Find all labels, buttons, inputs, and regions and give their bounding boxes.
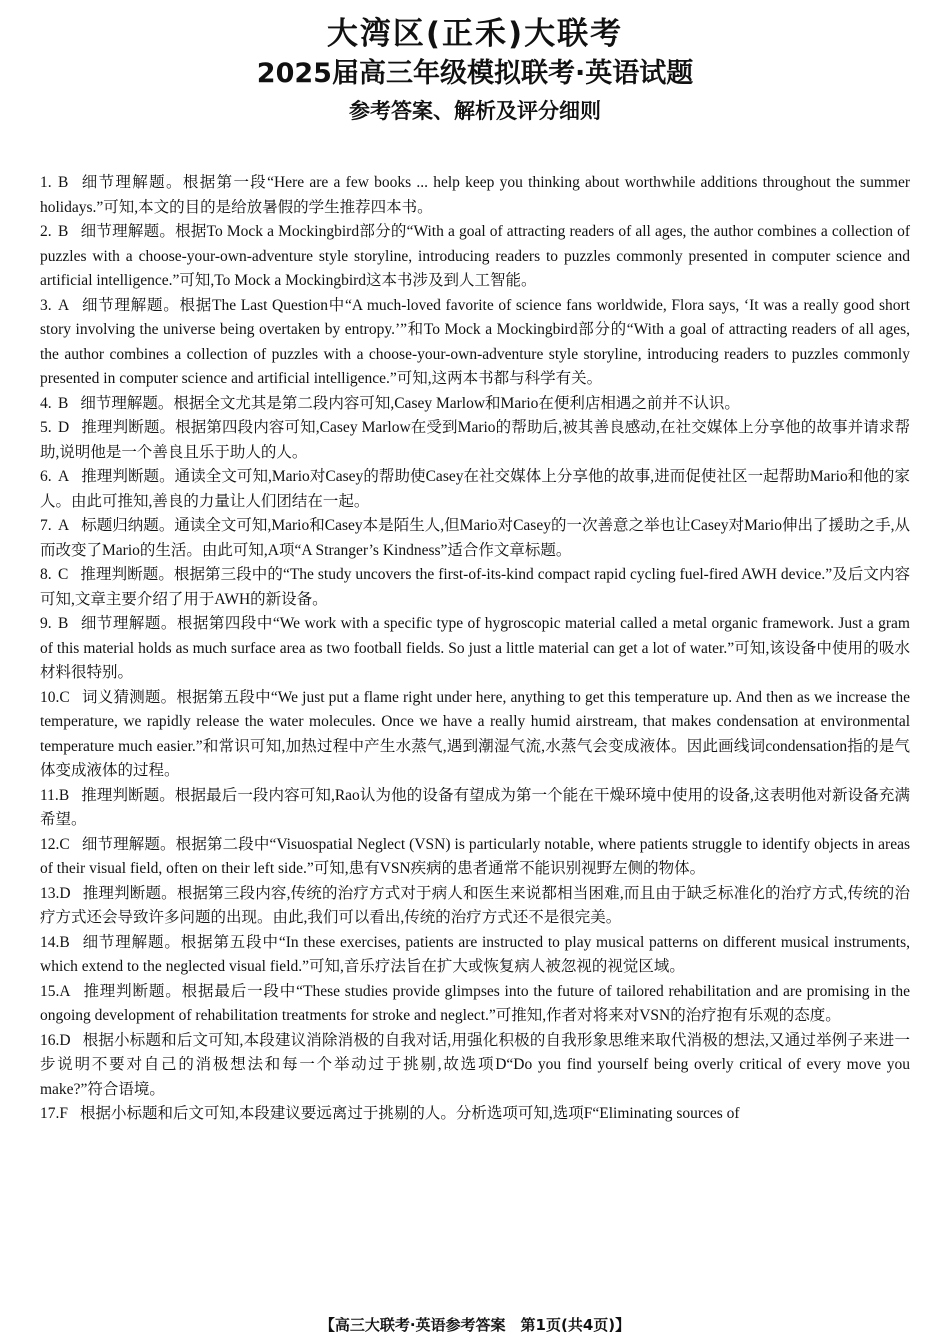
answer-letter: B: [59, 933, 70, 951]
answer-explanation: 细节理解题。根据To Mock a Mockingbird部分的“With a goal of attracting readers of all ages, the author combines a collection of puzzles with a choose-your-own-adventure style storyline, introducing readers to puzzles commonly presented in computer science and artificial intelligence.”可知,To Mock a Mockingbird这本书涉及到人工智能。: [40, 223, 910, 289]
answer-explanation: 标题归纳题。通读全文可知,Mario和Casey本是陌生人,但Mario对Casey的一次善意之举也让Casey对Mario伸出了援助之手,从而改变了Mario的生活。由此可知,A项“A Stranger’s Kindness”适合作文章标题。: [40, 517, 910, 559]
answer-item: [40, 882, 910, 931]
answer-letter: F: [59, 1105, 68, 1122]
answer-explanation: 细节理解题。根据第四段中“We work with a specific type of hygroscopic material called a metal organic framework. Just a gram of this material holds as much surface area as two football fields. So just a little material can get a lot of water.”可知,该设备中使用的吸水材料很特别。: [40, 615, 910, 681]
answer-explanation: 推理判断题。根据第四段内容可知,Casey Marlow在受到Mario的帮助后,被其善良感动,在社交媒体上分享他的故事并请求帮助,说明他是一个善良且乐于助人的人。: [40, 419, 910, 461]
answer-item: [40, 784, 910, 833]
answer-letter: C: [59, 688, 70, 706]
answer-letter: A: [58, 517, 70, 534]
answer-explanation: 细节理解题。根据第一段“Here are a few books ... help keep you thinking about worthwhile additions throughout the summer holidays.”可知,本文的目的是给放暑假的学生推荐四本书。: [40, 174, 910, 216]
answer-letter: D: [59, 1031, 71, 1049]
question-number: 15.: [40, 982, 60, 1000]
answer-letter: B: [58, 223, 69, 240]
answer-explanation: 根据小标题和后文可知,本段建议要远离过于挑剔的人。分析选项可知,选项F“Eliminating sources of: [80, 1105, 740, 1122]
document-header: [0, 0, 950, 126]
question-number: 8.: [40, 566, 52, 583]
question-number: 17.: [40, 1105, 60, 1122]
answer-letter: D: [59, 884, 71, 902]
exam-subtitle: 2025届高三年级模拟联考·英语试题: [256, 58, 694, 89]
question-number: 12.: [40, 835, 60, 853]
answer-explanation: 细节理解题。根据第五段中“In these exercises, patients are instructed to play musical patterns on different musical instruments, which extend to the neglected visual field.”可知,音乐疗法旨在扩大或恢复病人被忽视的视觉区域。: [40, 933, 910, 975]
answer-letter: C: [59, 835, 70, 853]
answer-letter: A: [59, 982, 71, 1000]
question-number: 2.: [40, 223, 52, 240]
question-number: 16.: [40, 1031, 60, 1049]
answer-explanation: 推理判断题。根据第三段中的“The study uncovers the first-of-its-kind compact rapid cycling fuel-fired AWH device.”及后文内容可知,文章主要介绍了用于AWH的新设备。: [40, 566, 910, 608]
answer-item: [40, 294, 910, 392]
question-number: 11.: [40, 786, 59, 804]
answer-list: [40, 171, 910, 1127]
answer-item: [40, 220, 910, 294]
exam-title: 大湾区(正禾)大联考: [326, 16, 624, 52]
answer-item: [40, 833, 910, 882]
answer-item: [40, 392, 910, 417]
question-number: 10.: [40, 688, 60, 706]
answer-letter: B: [58, 615, 69, 632]
answer-item: [40, 514, 910, 563]
answer-item: [40, 416, 910, 465]
answer-explanation: 细节理解题。根据第二段中“Visuospatial Neglect (VSN) is particularly notable, where patients struggle to identify objects in areas of their visual field, often on their left side.”可知,患有VSN疾病的患者通常不能识别视野左侧的物体。: [40, 835, 910, 877]
answer-explanation: 细节理解题。根据The Last Question中“A much-loved favorite of science fans worldwide, Flora says, ‘It was a really good short story involving the universe being overtaken by entropy.’”和To Mock a Mockingbird部分的“With a goal of attracting readers of all ages, the author combines a collection of puzzles with a choose-your-own-adventure style storyline, introducing readers to puzzles commonly presented in computer science and artificial intelligence.”可知,这两本书都与科学有关。: [40, 296, 910, 387]
answer-item: [40, 465, 910, 514]
answer-explanation: 细节理解题。根据全文尤其是第二段内容可知,Casey Marlow和Mario在便利店相遇之前并不认识。: [80, 394, 740, 412]
answer-item: [40, 612, 910, 686]
answer-letter: B: [58, 786, 70, 804]
question-number: 6.: [40, 468, 52, 485]
question-number: 14.: [40, 933, 60, 951]
section-title: 参考答案、解析及评分细则: [349, 99, 601, 123]
answer-item: [40, 686, 910, 784]
answer-item: [40, 1029, 910, 1103]
answer-letter: D: [58, 419, 70, 436]
page-footer: 【高三大联考·英语参考答案 第1页(共4页)】: [319, 1316, 631, 1334]
question-number: 13.: [40, 884, 60, 902]
answer-item: [40, 980, 910, 1029]
answer-item: [40, 1102, 910, 1127]
question-number: 1.: [40, 174, 52, 191]
answer-letter: A: [58, 468, 70, 485]
answer-letter: B: [58, 174, 69, 191]
question-number: 4.: [40, 394, 52, 412]
answer-letter: C: [58, 566, 69, 583]
answer-item: [40, 563, 910, 612]
answer-explanation: 推理判断题。通读全文可知,Mario对Casey的帮助使Casey在社交媒体上分享他的故事,进而促使社区一起帮助Mario和他的家人。由此可推知,善良的力量让人们团结在一起。: [40, 468, 910, 510]
question-number: 9.: [40, 615, 52, 632]
answer-letter: A: [58, 296, 70, 314]
answer-explanation: 词义猜测题。根据第五段中“We just put a flame right under here, anything to get this temperature up. And then as we increase the temperature, we rapidly release the water molecules. Once we have a really humid airstream, that makes condensation at environmental temperature much easier.”和常识可知,加热过程中产生水蒸气,遇到潮湿气流,水蒸气会变成液体。因此画线词condensation指的是气体变成液体的过程。: [40, 688, 910, 779]
answer-item: [40, 931, 910, 980]
answer-letter: B: [58, 394, 69, 412]
question-number: 3.: [40, 296, 52, 314]
answer-explanation: 推理判断题。根据第三段内容,传统的治疗方式对于病人和医生来说都相当困难,而且由于缺乏标准化的治疗方式,传统的治疗方式还会导致许多问题的出现。由此,我们可以看出,传统的治疗方式还不是很完美。: [40, 884, 910, 926]
answer-explanation: 根据小标题和后文可知,本段建议消除消极的自我对话,用强化积极的自我形象思维来取代消极的想法,又通过举例子来进一步说明不要对自己的消极想法和每一个举动过于挑剔,故选项D“Do you find yourself being overly critical of every move you make?”符合语境。: [40, 1031, 910, 1098]
answer-explanation: 推理判断题。根据最后一段内容可知,Rao认为他的设备有望成为第一个能在干燥环境中使用的设备,这表明他对新设备充满希望。: [40, 786, 910, 828]
answer-item: [40, 171, 910, 220]
question-number: 7.: [40, 517, 52, 534]
answer-explanation: 推理判断题。根据最后一段中“These studies provide glimpses into the future of tailored rehabilitation and are promising in the ongoing development of rehabilitation treatments for stroke and neglect.”可推知,作者对将来对VSN的治疗抱有乐观的态度。: [40, 982, 910, 1024]
question-number: 5.: [40, 419, 52, 436]
